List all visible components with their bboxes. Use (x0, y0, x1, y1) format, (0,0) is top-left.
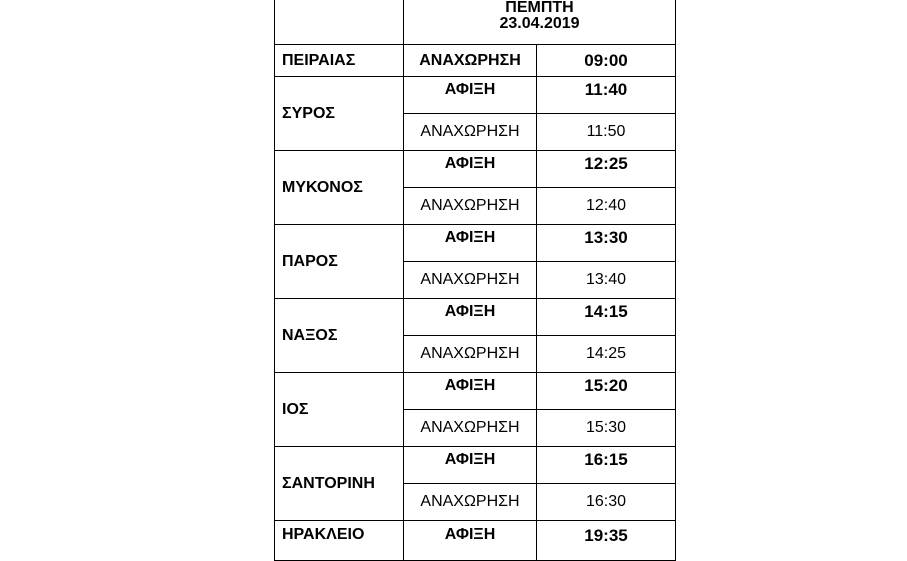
table-row-arrival (275, 447, 676, 484)
table-row-arrival (275, 299, 676, 336)
port-name: ΣΥΡΟΣ (275, 77, 404, 151)
arrival-label: ΑΦΙΞΗ (404, 77, 537, 114)
port-name: ΠΑΡΟΣ (275, 225, 404, 299)
table-row-arrival (275, 373, 676, 410)
table-row-arrival (275, 151, 676, 188)
table-row-arrival (275, 225, 676, 262)
table-row-final (275, 521, 676, 561)
departure-label: ΑΝΑΧΩΡΗΣΗ (404, 188, 537, 225)
departure-time: 09:00 (537, 45, 676, 77)
table-row-start (275, 45, 676, 77)
arrival-time: 14:15 (537, 299, 676, 336)
departure-time: 13:40 (537, 262, 676, 299)
arrival-label: ΑΦΙΞΗ (404, 299, 537, 336)
port-name: ΗΡΑΚΛΕΙΟ (275, 521, 404, 561)
departure-time: 14:25 (537, 336, 676, 373)
schedule-table (274, 0, 676, 561)
arrival-label: ΑΦΙΞΗ (404, 447, 537, 484)
departure-label: ΑΝΑΧΩΡΗΣΗ (404, 45, 537, 77)
arrival-label: ΑΦΙΞΗ (404, 225, 537, 262)
departure-label: ΑΝΑΧΩΡΗΣΗ (404, 262, 537, 299)
departure-label: ΑΝΑΧΩΡΗΣΗ (404, 114, 537, 151)
arrival-time: 13:30 (537, 225, 676, 262)
arrival-time: 16:15 (537, 447, 676, 484)
arrival-time: 15:20 (537, 373, 676, 410)
port-name: ΜΥΚΟΝΟΣ (275, 151, 404, 225)
departure-time: 15:30 (537, 410, 676, 447)
arrival-label: ΑΦΙΞΗ (404, 521, 537, 561)
title-day: ΠΕΜΠΤΗ (505, 0, 574, 16)
port-name: ΙΟΣ (275, 373, 404, 447)
port-name: ΝΑΞΟΣ (275, 299, 404, 373)
arrival-time: 12:25 (537, 151, 676, 188)
header-row (275, 0, 676, 45)
departure-time: 11:50 (537, 114, 676, 151)
departure-time: 16:30 (537, 484, 676, 521)
departure-time: 12:40 (537, 188, 676, 225)
table-row-arrival (275, 77, 676, 114)
schedule-title (404, 0, 676, 45)
header-empty-cell (275, 0, 404, 45)
port-name: ΣΑΝΤΟΡΙΝΗ (275, 447, 404, 521)
departure-label: ΑΝΑΧΩΡΗΣΗ (404, 336, 537, 373)
arrival-time: 19:35 (537, 521, 676, 561)
departure-label: ΑΝΑΧΩΡΗΣΗ (404, 484, 537, 521)
title-date: 23.04.2019 (499, 14, 580, 32)
port-name: ΠΕΙΡΑΙΑΣ (275, 45, 404, 77)
arrival-time: 11:40 (537, 77, 676, 114)
departure-label: ΑΝΑΧΩΡΗΣΗ (404, 410, 537, 447)
arrival-label: ΑΦΙΞΗ (404, 373, 537, 410)
arrival-label: ΑΦΙΞΗ (404, 151, 537, 188)
